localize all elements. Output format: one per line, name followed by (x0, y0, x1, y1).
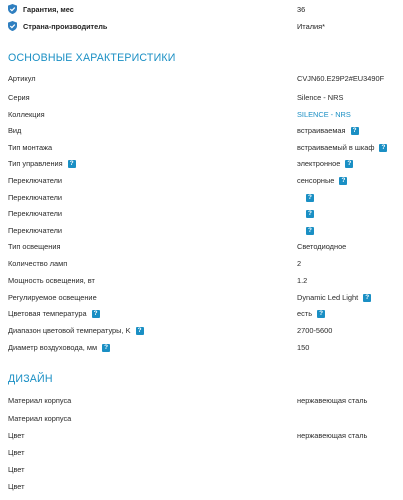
help-icon[interactable]: ? (306, 210, 314, 218)
spec-row-lighting-type: Тип освещения Светодиодное (8, 242, 347, 251)
warranty-value: 36 (297, 4, 306, 14)
main-section-title: ОСНОВНЫЕ ХАРАКТЕРИСТИКИ (8, 52, 176, 64)
help-icon[interactable]: ? (136, 327, 144, 335)
spec-row-adjustable-light: Регулируемое освещение Dynamic Led Light ? (8, 291, 395, 304)
help-icon[interactable]: ? (379, 144, 387, 152)
spec-value: Dynamic Led Light (297, 293, 359, 302)
design-row-color: Цвет (8, 448, 25, 457)
spec-value: Светодиодное (297, 242, 347, 251)
origin-row (8, 19, 395, 33)
origin-value: Италия* (297, 21, 326, 31)
design-row-body-material: Материал корпуса (8, 414, 72, 423)
collection-link[interactable]: SILENCE - NRS (297, 110, 351, 119)
spec-value: 1.2 (297, 276, 308, 285)
shield-check-icon (8, 21, 17, 31)
spec-value: встраиваемая (297, 126, 346, 135)
spec-row-collection: Коллекция SILENCE - NRS (8, 110, 351, 119)
help-icon[interactable]: ? (363, 294, 371, 302)
spec-row-series: Серия Silence - NRS (8, 93, 344, 102)
help-icon[interactable]: ? (306, 227, 314, 235)
design-row-color: Цвет (8, 482, 25, 491)
spec-value: 2700-5600 (297, 326, 333, 335)
spec-row-article: Артикул CVJN60.E29P2#EU3490F (8, 74, 385, 83)
origin-label: Страна-производитель (23, 21, 108, 31)
spec-row-color-temp: Цветовая температура ? есть ? (8, 307, 395, 320)
spec-value: Silence - NRS (297, 93, 344, 102)
spec-value: встраиваемый в шкаф (297, 143, 375, 152)
warranty-row (8, 2, 395, 16)
help-icon[interactable]: ? (351, 127, 359, 135)
spec-row-duct-diameter: Диаметр воздуховода, мм ? 150 (8, 343, 310, 352)
shield-check-icon (8, 4, 17, 14)
spec-row-switches: Переключатели ? (8, 191, 395, 204)
help-icon[interactable]: ? (339, 177, 347, 185)
spec-value: сенсорные (297, 176, 335, 185)
design-row-body-material: Материал корпуса нержавеющая сталь (8, 396, 368, 405)
warranty-label: Гарантия, мес (23, 4, 74, 14)
help-icon[interactable]: ? (317, 310, 325, 318)
help-icon[interactable]: ? (306, 194, 314, 202)
spec-row-lamps: Количество ламп 2 (8, 259, 302, 268)
design-section-title: ДИЗАЙН (8, 373, 53, 385)
spec-value: нержавеющая сталь (297, 431, 368, 440)
spec-row-light-power: Мощность освещения, вт 1.2 (8, 276, 308, 285)
spec-row-mounting: Тип монтажа встраиваемый в шкаф ? (8, 141, 395, 154)
spec-row-control: Тип управления ? электронное ? (8, 157, 395, 170)
spec-row-color-temp-range: Диапазон цветовой температуры, K ? 2700-5600 (8, 326, 333, 335)
help-icon[interactable]: ? (68, 160, 76, 168)
help-icon[interactable]: ? (102, 344, 110, 352)
spec-value: CVJN60.E29P2#EU3490F (297, 74, 385, 83)
spec-value: 2 (297, 259, 302, 268)
help-icon[interactable]: ? (345, 160, 353, 168)
spec-row-type: Вид встраиваемая ? (8, 124, 395, 137)
design-row-color: Цвет нержавеющая сталь (8, 431, 368, 440)
design-row-color: Цвет (8, 465, 25, 474)
spec-value: есть (297, 309, 313, 318)
spec-value: нержавеющая сталь (297, 396, 368, 405)
help-icon[interactable]: ? (92, 310, 100, 318)
spec-row-switches: Переключатели ? (8, 224, 395, 237)
spec-value: 150 (297, 343, 310, 352)
spec-row-switches: Переключатели сенсорные ? (8, 174, 395, 187)
spec-value: электронное (297, 159, 341, 168)
spec-row-switches: Переключатели ? (8, 207, 395, 220)
